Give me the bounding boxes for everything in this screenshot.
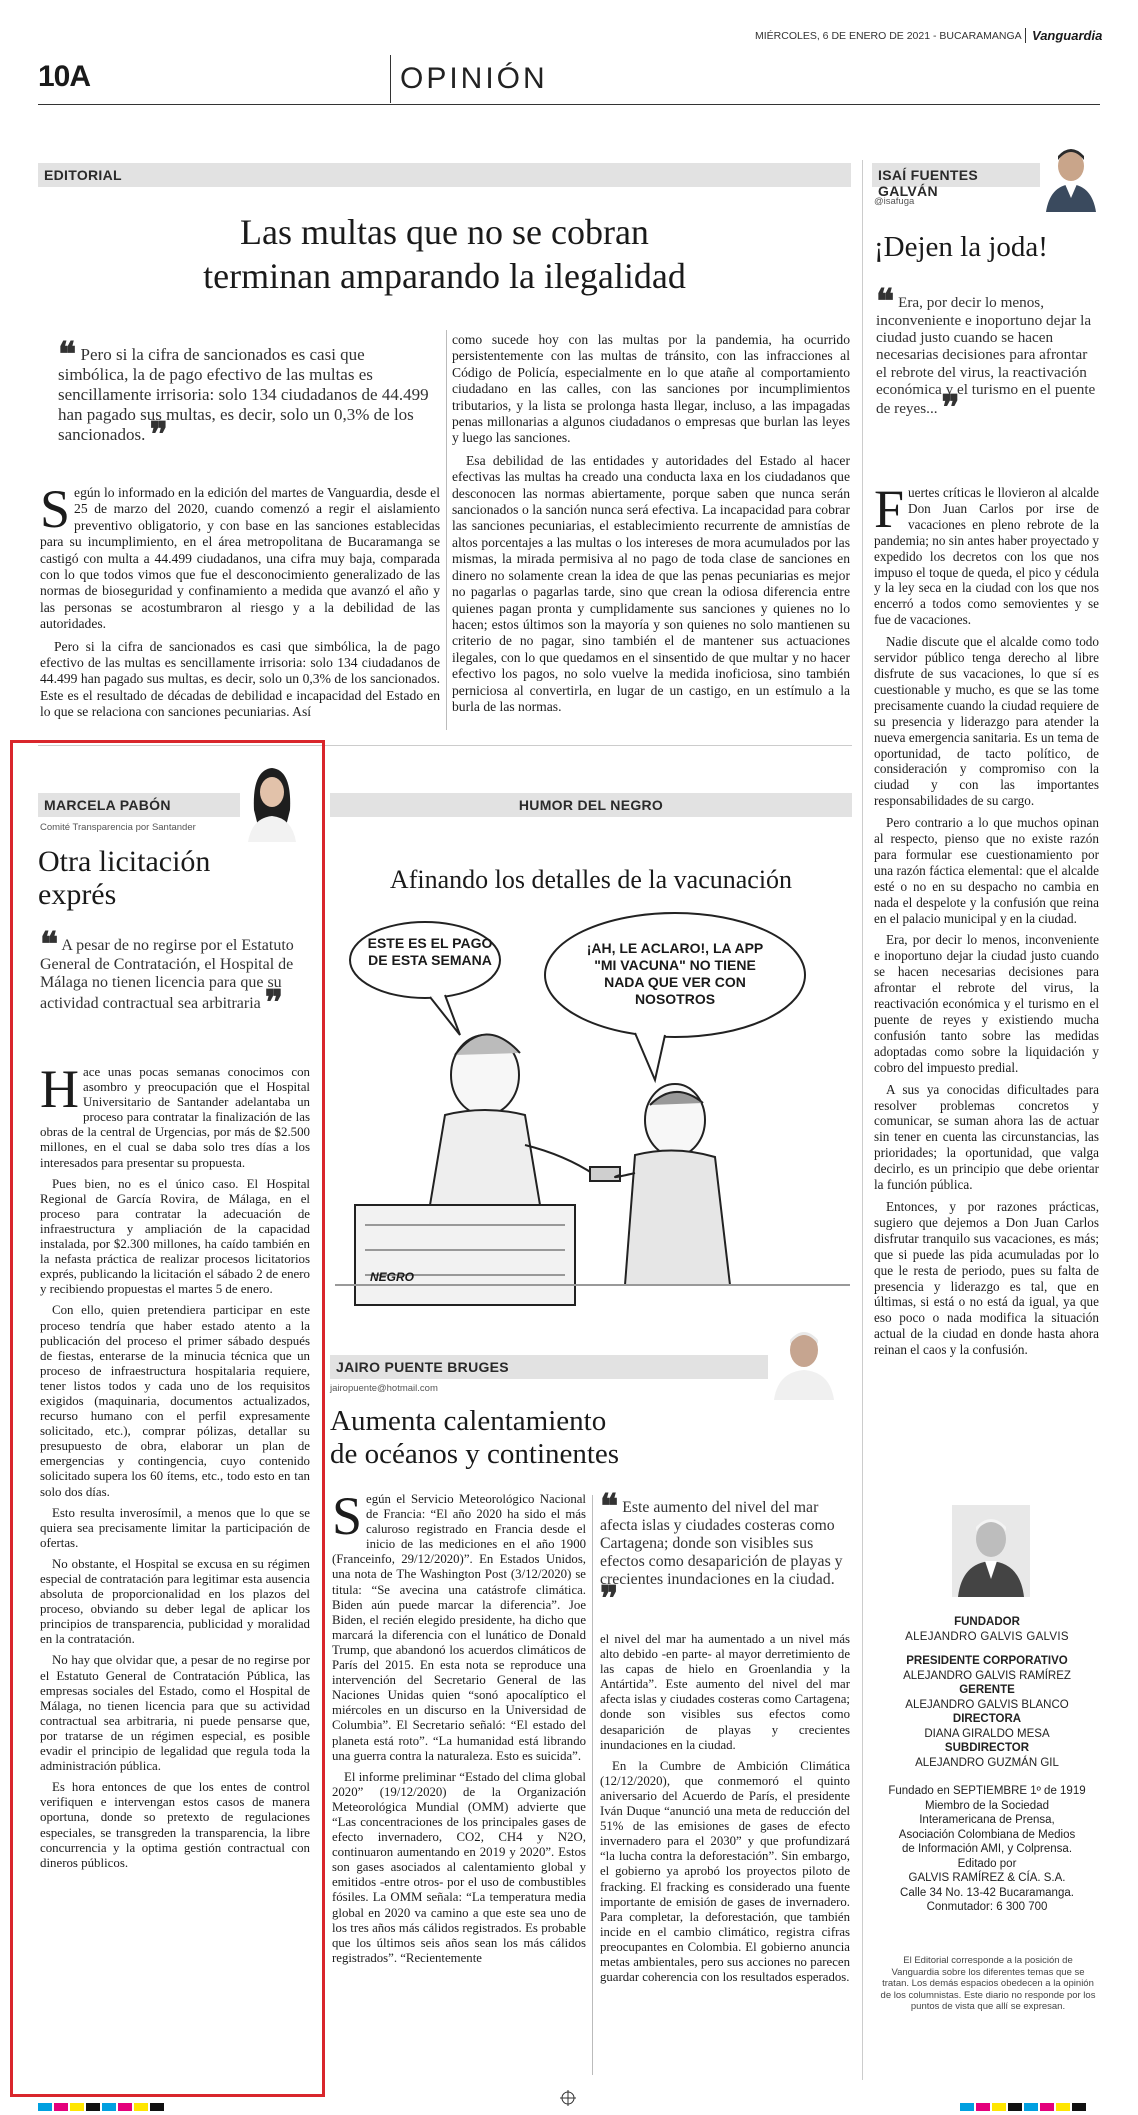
editorial-pullquote: ❝ Pero si la cifra de sancionados es casi que simbólica, la de pago efectivo de las multas es sencillamente irrisoria: solo 134 ciudadanos de 44.499 han pagado sus multas, es decir, solo un 0,3% de los sancionados. ❞ [58,335,429,455]
jairo-col2: el nivel del mar ha aumentado a un nivel más alto debido -en parte- al mayor derretimiento de las capas de hielo en Groenlandia y la Antártida”. Este aumento del nivel del mar afecta islas y ciudades costeras como Cartagena; donde son visibles sus efectos como desaparición de playas y crecientes inundaciones en la ciudad. En la Cumbre de Ambición Climática (12/12/2020), que conmemoró el quinto aniversario del Acuerdo de París, el presidente Iván Duque “anunció una meta de reducción del 51% de las emisiones de gases de efecto invernadero para el 2030” y que profundizará “la lucha contra la deforestación”. Sin embargo, el gobierno ya aprobó los proyectos piloto de fracking. El fracking es considerado una fuente importante de emisión de gases de invernadero. Para completar, la deforestación, que también incide en el cambio climático, registra cifras preocupantes en Colombia. El gobierno anuncia metas ambientales, pero sus acciones no parecen guardar coherencia con los resultados esperados. [600,1632,850,1985]
isai-headline: ¡Dejen la joda! [874,231,1048,263]
isai-pullquote: ❝ Era, por decir lo menos, inconveniente e inoportuno dejar la ciudad justo cuando se hacen necesarias decisiones para afrontar el rebrote del virus, la reactivación económica y el turismo en el puente de reyes... ❞ [876,282,1096,429]
color-registration-bar-left [38,2096,166,2115]
open-quote-icon: ❝ [876,282,895,322]
masthead: FUNDADOR ALEJANDRO GALVIS GALVIS PRESIDENTE CORPORATIVO ALEJANDRO GALVIS RAMÍREZ GERENTE ALEJANDRO GALVIS BLANCO DIRECTORA DIANA GIRALDO MESA SUBDIRECTOR ALEJANDRO GUZMÁN GIL Fundado en SEPTIEMBRE 1º de 1919 Miembro de la Sociedad Interamericana de Prensa, Asociación Colombiana de Medios de Información AMI, y Colprensa. Editado por GALVIS RAMÍREZ & CÍA. S.A. Calle 34 No. 13-42 Bucaramanga. Conmutador: 6 300 700 [888,1616,1086,1913]
close-quote-icon: ❞ [264,982,284,1023]
editorial-col2: como sucede hoy con las multas por la pandemia, ha ocurrido persistentemente con las multas de tránsito, con las infracciones al Código de Policía, especialmente en lo que atañe al comportamiento ciudadano en las calles, con las sanciones por incumplimientos tributarios, y la lista se prolonga hasta llegar, incluso, a las impagadas penas millonarias a algunos ciudadanos o empresas que burlan las leyes y luego las sanciones. Esa debilidad de las entidades y autoridades del Estado al hacer efectivas las multas ha creado una conducta laxa en los ciudadanos que desconocen las normas abiertamente, porque saben que nunca serán sancionados o la sanción nunca será efectiva. La incapacidad para cobrar las sanciones pecuniarias, el establecimiento recurrente de amnistías de altos porcentajes a las multas o los intereses de mora acumulados por las mismas, la mirada permisiva al no pago de toda clase de sanciones en dinero no solamente crean la idea de que las penas pecuniarias es mejor no pagarlas o pagarlas tarde, sino que crean la odiosa diferencia entre quienes pagan pronta y cumplidamente sus sanciones y quienes no lo hacen; estos últimos son la mayoría y son quienes no solo mantienen su criterio de no pagar, sino también el de mantener sus actuaciones ilegales, con lo que quedamos en el sinsentido de que multar y no hacer efectivo los pagos, no solo vuelve la medida inoficiosa, sino también perniciosa al convertirla, en lugar de un castigo, en un estímulo a la burla de las normas. [452,332,850,714]
jairo-author-label: JAIRO PUENTE BRUGES [330,1355,780,1379]
editorial-label: EDITORIAL [38,163,851,187]
jairo-col1: Según el Servicio Meteorológico Nacional de Francia: “El año 2020 ha sido el más caluroso registrado en Francia desde el inicio de las mediciones en el año 1900 (Franceinfo, 29/12/2020)”. En Estados Unidos, una nota de The Washington Post (3/12/2020) se titula: “Se avecina una catástrofe climática. Biden aún puede marcar la diferencia”. Joe Biden, el recién elegido presidente, ha dicho que marcará la diferencia con el lunático de Donald Trump, que abandonó los acuerdos climáticos de París del 2015. En esta nota se reproduce una intervención del Secretario General de las Naciones Unidas quien “sonó apocalíptico el miércoles en un discurso en la Universidad de Columbia”. El Secretario señaló: “El estado del planeta está roto”. “La humanidad está librando una guerra contra la naturaleza. Esto es suicida”. El informe preliminar “Estado del clima global 2020” (19/12/2020) de la Organización Meteorológica Mundial (OMM) advierte que “Las concentraciones de los principales gases de efecto invernadero, CO2, CH4 y N2O, continuaron aumentando en 2019 y 2020”. Estos son gases asociados al calentamiento global y emitidos -entre otros- por el uso de combustibles fósiles. La OMM señala: “La temperatura media global en 2020 va camino a que este sea uno de los tres años más cálidos registrados. Es probable que los últimos seis años sean los más cálidos registrados”. “Recientemente [332,1486,586,1965]
isai-avatar [1040,140,1102,212]
editorial-col1: Según lo informado en la edición del martes de Vanguardia, desde el 25 de marzo del 2020, cuando comenzó a regir el aislamiento preventivo obligatorio, y con base en las sanciones establecidas para su incumplimiento, en el área metropolitana de Bucaramanga se castigó con multa a 44.499 ciudadanos, una cifra muy baja, comparada con lo que todos vimos que fue el desconocimiento generalizado de las normas de bioseguridad y confinamiento a medida que avanzó el año y las personas se acostumbraron al riesgo y a la debilidad de las autoridades. Pero si la cifra de sancionados es casi que simbólica, la de pago efectivo de las multas es sencillamente irrisoria: solo 134 ciudadanos de 44.499 han pagado sus multas, es decir, solo un 0,3% de los sancionados. Este es el resultado de décadas de debilidad e incapacidad del Estado en lo que se relaciona con sanciones pecuniarias. Así [40,479,440,720]
dropcap: F [874,479,905,539]
close-quote-icon: ❞ [149,415,168,455]
marcela-headline: Otra licitación exprés [38,845,211,911]
dropcap: S [332,1486,363,1546]
marcela-author-label: MARCELA PABÓN [38,793,248,817]
isai-handle: @isafuga [874,196,915,207]
bubble-right-text: ¡AH, LE ACLARO!, LA APP "MI VACUNA" NO TIENE NADA QUE VER CON NOSOTROS [586,940,764,1007]
section-title: OPINIÓN [400,62,548,95]
registration-mark-icon [560,2090,576,2106]
founder-portrait [952,1505,1030,1597]
disclaimer: El Editorial corresponde a la posición de Vanguardia sobre los diferentes temas que se tratan. Los demás espacios obedecen a la opinión de los columnistas. Este diario no responde por los puntos de vista que allí se expresan. [880,1955,1096,2012]
humor-title: Afinando los detalles de la vacunación [389,865,793,894]
jairo-pullquote: ❝ Este aumento del nivel del mar afecta islas y ciudades costeras como Cartagena; donde son visibles sus efectos como desaparición de playas y crecientes inundaciones en la ciudad. ❞ [600,1487,843,1619]
date-line: MIÉRCOLES, 6 DE ENERO DE 2021 - BUCARAMANGA [755,30,1022,42]
jairo-avatar [768,1320,840,1400]
dropcap: S [40,479,71,539]
close-quote-icon: ❞ [600,1579,619,1619]
jairo-col-divider [592,1495,593,2075]
cartoon-signature: NEGRO [370,1270,415,1284]
page-number: 10A [38,60,91,93]
right-column-divider [862,160,863,2080]
editorial-col-divider [446,330,447,730]
marcela-body: Hace unas pocas semanas conocimos con asombro y preocupación que el Hospital Universitario de Santander adelantaba un proceso para contratar la finalización de las obras de la central de Urgencias, por más de $2.500 millones, en el cual se daba solo tres días a los interesados para presentar su propuesta. Pues bien, no es el único caso. El Hospital Regional de García Rovira, de Málaga, en el proceso para contratar la adecuación de infraestructura y ampliación de la capacidad instalada, por $2.300 millones, ha caído también en la nefasta práctica de realizar procesos licitatorios exprés, publicando la licitación el sábado 2 de enero y recibiendo propuestas el martes 5 de enero. Con ello, quien pretendiera participar en este proceso tendría que haber estado atento a la publicación del proceso el primer sábado después de fiestas, enterarse de la minucia técnica que un proceso de infraestructura hospitalaria requiere, tener listos todos y cada uno de los requisitos exigidos (maquinaria, documentos actualizados, recurso humano con el perfil expresamente solicitado, etc.), comprar pólizas, detallar su presupuesto de obra, elaborar un plan de emergencias y contingencia, cuyo contenido solicitado supera los 60 ítems, etc., todo esto en tan solo dos días. Esto resulta inverosímil, a menos que lo que se quiera sea precisamente limitar la participación de ofertas. No obstante, el Hospital se excusa en su régimen especial de contratación para legitimar esta ausencia absoluta de proporcionalidad en los plazos del proceso, obviando su deber legal de aplicar los principios de transparencia, publicidad y moralidad en la contratación. No hay que olvidar que, a pesar de no regirse por el Estatuto General de Contratación Pública, las empresas sociales del Estado, como el Hospital de Málaga, no tienen licencia para que su actividad contractual sea arbitraria, ni puede pensarse que, por tratarse de un régimen especial, es posible evadir el principio de legalidad que regula toda la administración pública. Es hora entonces de que los entes de control verifiquen e intervengan estos casos de manera oportuna, donde so pretexto de regulaciones especiales, se transgreden la transparencia, la libre concurrencia y la optima gestión contractual con dineros públicos. [40,1059,310,1870]
open-quote-icon: ❝ [40,925,59,965]
brand-logo: Vanguardia [1025,28,1102,43]
editorial-headline: Las multas que no se cobran terminan amparando la ilegalidad [203,212,686,296]
isai-body: Fuertes críticas le llovieron al alcalde Don Juan Carlos por irse de vacaciones en pleno rebrote de la pandemia; no sin antes haber proyectado y expedido los decretos con los que nos impuso el toque de queda, el pico y cédula y la ley seca en la ciudad con los que nos encerró a todos como semovientes y se fue de vacaciones. Nadie discute que el alcalde como todo servidor público tenga derecho al libre disfrute de sus vacaciones, lo que sí es cuestionable y mucho, es que se las tome precisamente cuando la ciudad requiere de su presencia y liderazgo para atender la nueva emergencia sanitaria. Es un tema de oportunidad, de tacto político, de consideración y compromiso con la ciudad y con las importantes responsabilidades de su cargo. Pero contrario a lo que muchos opinan al respecto, pienso que no existe razón para formular ese cuestionamiento por una razón fáctica elemental: que el alcalde esté o no en su despacho no cambia en nada el despelote y la confusión que reina en el palacio municipal y en la ciudad. Era, por decir lo menos, inconveniente e inoportuno dejar la ciudad justo cuando se hacen necesarias decisiones para afrontar el rebrote del virus, la reactivación económica y el turismo en el puente de reyes y existiendo mucha confusión tanto sobre las medidas adoptadas como sobre la liquidación y cobro del impuesto predial. A sus ya conocidas dificultades para resolver problemas concretos y comunicar, se suman ahora las de actuar sin tener en cuenta las circunstancias, las prioridades; la oportunidad, que valga decirlo, es un principio que debe orientar la función pública. Entonces, y por razones prácticas, sugiero que dejemos a Don Juan Carlos disfrutar tranquilo sus vacaciones, es más; que si puede las pida acumuladas por lo que le resta de periodo, pues su falta de presencia y liderazgo es tal, que en últimas, si está o no está da igual, ya que eso poco o nada modifica la situación actual de la ciudad en donde hasta ahora reinan el caos y la confusión. [874,479,1099,1358]
marcela-pullquote: ❝ A pesar de no regirse por el Estatuto General de Contratación, el Hospital de Málaga no tienen licencia para que su actividad contractual sea arbitraria ❞ [40,925,294,1023]
dropcap: H [40,1059,79,1119]
jairo-email: jairopuente@hotmail.com [330,1383,438,1394]
marcela-role: Comité Transparencia por Santander [40,822,196,833]
header-rule [38,104,1100,105]
open-quote-icon: ❝ [58,335,77,375]
close-quote-icon: ❞ [941,388,960,429]
marcela-avatar [240,760,304,842]
color-registration-bar-right [960,2096,1088,2115]
bubble-left-text: ESTE ES EL PAGO DE ESTA SEMANA [367,935,493,968]
header-divider [390,55,391,103]
open-quote-icon: ❝ [600,1487,619,1527]
jairo-headline: Aumenta calentamiento de océanos y continentes [330,1405,620,1470]
humor-label: HUMOR DEL NEGRO [330,793,852,817]
isai-author-label: ISAÍ FUENTES GALVÁN [872,163,1042,187]
